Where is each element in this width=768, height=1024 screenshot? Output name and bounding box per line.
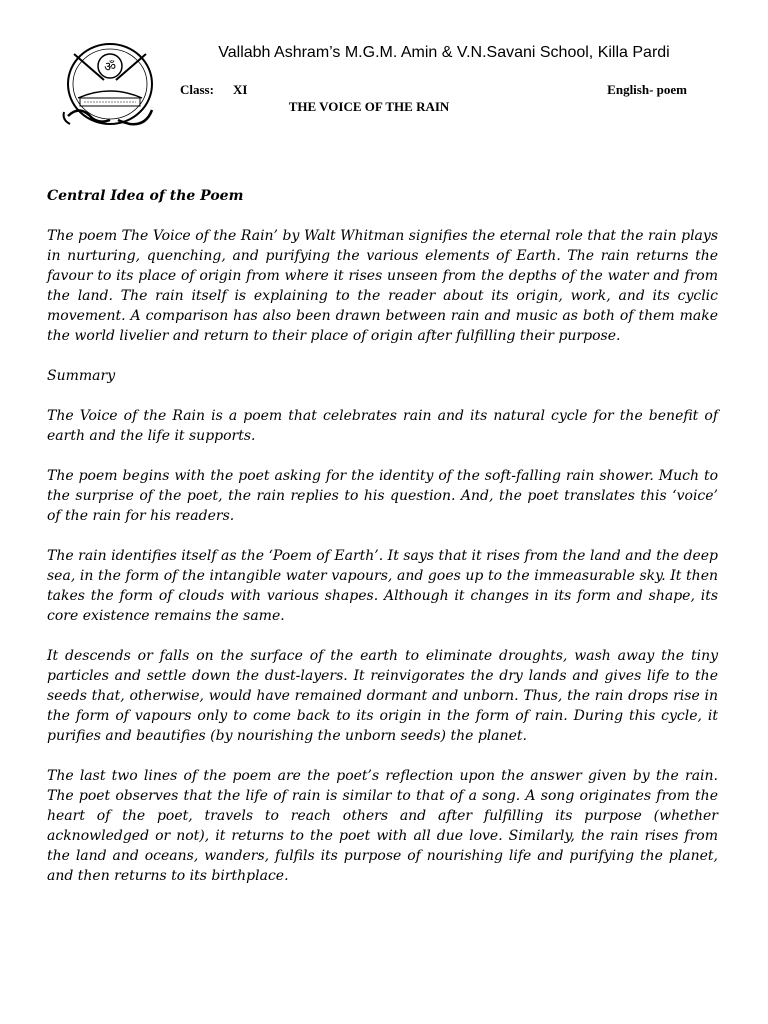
- paragraph: It descends or falls on the surface of the earth to eliminate droughts, wash away the tiny particles and settle down the dust-layers. It reinvigorates the dry lands and gives life to the seeds that, otherwise, would have remained dormant and unborn. Thus, the rain drops rise in the form of vapours only to come back to its origin in the form of rain. During this cycle, it purifies and beautifies (by nourishing the unborn seeds) the planet.: [47, 648, 718, 744]
- school-emblem-icon: [60, 40, 164, 128]
- class-label: Class:: [180, 82, 214, 97]
- poem-title: THE VOICE OF THE RAIN: [288, 99, 450, 114]
- school-logo: [60, 40, 164, 128]
- paragraph: The last two lines of the poem are the poet’s reflection upon the answer given by the rain. The poet observes that the life of rain is similar to that of a song. A song originates from the heart of the poet, travels to reach others and after fulfilling its purpose (whether acknowledged or not), it returns to the poet with all due love. Similarly, the rain rises from the land and oceans, wanders, fulfils its purpose of nourishing life and purifying the planet, and then returns to its birthplace.: [47, 768, 718, 884]
- subject-label: English- poem: [607, 82, 687, 97]
- summary-heading: Summary: [47, 368, 116, 384]
- paragraph: The rain identifies itself as the ‘Poem of Earth’. It says that it rises from the land and the deep sea, in the form of the intangible water vapours, and goes up to the immeasurable sky. It then takes the form of clouds with various shapes. Although it changes in its form and shape, its core existence remains the same.: [47, 548, 718, 624]
- section-heading: Central Idea of the Poem: [47, 188, 244, 204]
- document-body: [47, 186, 718, 906]
- logo-om-symbol: ॐ: [104, 60, 116, 75]
- paragraph: The poem begins with the poet asking for the identity of the soft-falling rain shower. Much to the surprise of the poet, the rain replies to his question. And, the poet translates this ‘voice’ of the rain for his readers.: [47, 468, 718, 524]
- class-value: XI: [233, 82, 248, 97]
- class-row: [180, 82, 690, 100]
- school-name: Vallabh Ashram’s M.G.M. Amin & V.N.Savani School, Killa Pardi: [218, 44, 670, 61]
- paragraph: The Voice of the Rain is a poem that celebrates rain and its natural cycle for the benefit of earth and the life it supports.: [47, 408, 718, 444]
- paragraph-central-idea: The poem The Voice of the Rain’ by Walt Whitman signifies the eternal role that the rain plays in nurturing, quenching, and purifying the various elements of Earth. The rain returns the favour to its place of origin from where it rises unseen from the depths of the water and from the land. The rain itself is explaining to the reader about its origin, work, and its cyclic movement. A comparison has also been drawn between rain and music as both of them make the world livelier and return to their place of origin after fulfilling their purpose.: [47, 228, 718, 344]
